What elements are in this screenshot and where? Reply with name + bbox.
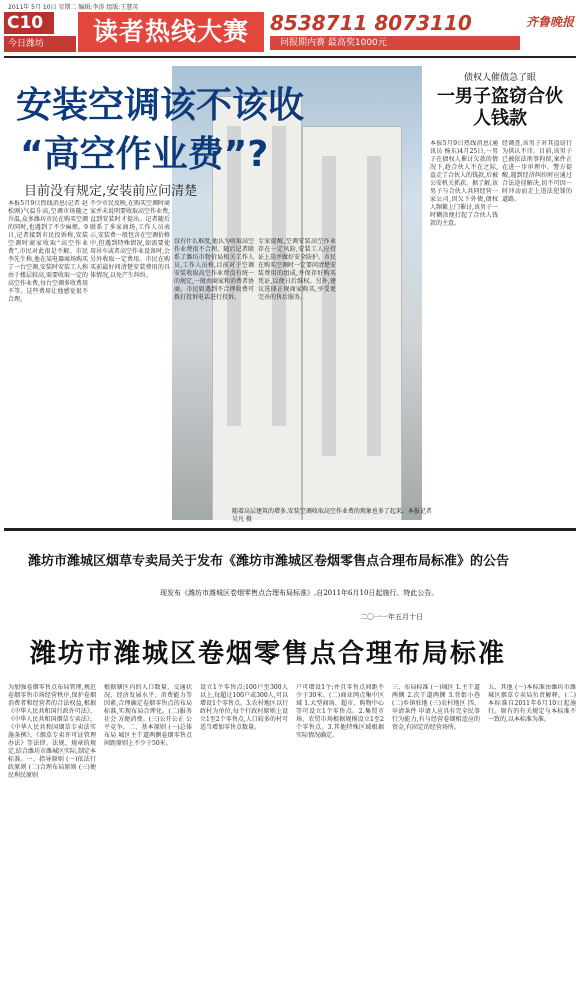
standard-column-6: 五、其他 (一)本标准由潍坊市潍城区烟草专卖局负责解释。(二)本标准自2011年6月10日起施行。原有的有关规定与本标准不一致的,以本标准为准。 (488, 684, 576, 723)
notice-date: 二〇一一年五月十日 (360, 613, 423, 621)
lead-column-2: 不少市民反映,在购买空调时商家并未说明要收取高空作业费,直到安装时才提出。记者随后联系了多家商场,工作人员表示,安装费一般包含在空调价格中,但遇到特殊情况,如需要使用吊车或者高空作业设备时,会另外收取一定费用。市民在购买前最好问清楚安装费用的具体情况,以免产生纠纷。 (90, 200, 170, 279)
lead-column-1: 本报5月9日热线消息(记者 赵松刚)气温升高,空调市场随之升温,众多潍坊市民在购买空调的同时,也遇到了不少麻烦。9日,记者接到市民投诉称,安装空调时商家收取“高空作业费”,市民对此很是不解。市民李先生称,他在某电器商场购买了一台空调,安装时安装工人称由于楼层较高,需要收取一定的高空作业费,每台空调多收费用不等。这些费用让他感觉很不合理。 (8, 200, 88, 303)
lead-deck: 目前没有规定,安装前应问清楚 (24, 184, 198, 199)
lead-headline-1: 安装空调该不该收 (16, 85, 305, 126)
page-code: C10 (4, 12, 54, 34)
hotline-phones: 8538711 8073110 (270, 11, 472, 35)
notice-headline: 潍坊市潍城区烟草专卖局关于发布《潍坊市潍城区卷烟零售点合理布局标准》的公告 (28, 554, 510, 569)
side-headline: 一男子盗窃合伙人钱款 (437, 86, 563, 129)
standard-column-3: 设立1个零售点;100户至300人以上,每超过100户或300人,可以增设1个零售点。3.农村地区以行政村为单位,每个行政村原则上设立1至2个零售点,人口较多的村可适当增加零售点数量。 (200, 684, 288, 731)
side-column-2: 经调查,该男子对其盗窃行为供认不讳。目前,该男子已被依法刑事拘留,案件正在进一步审理中。警方提醒,遇到经济纠纷时应通过合法途径解决,切不可因一时冲动而走上违法犯罪的道路。 (502, 140, 572, 203)
section-separator (4, 528, 576, 531)
lead-column-3: 没有什么难度,他认为收取高空作业费很不合理。随后记者联系了潍坊市物价局相关工作人员,工作人员称,目前对于空调安装收取高空作业费没有统一的规定,一般由商家和消费者协商。市民如遇到不合理收费可拨打投诉电话进行投诉。 (174, 238, 254, 301)
notice-body: 现发布《潍坊市潍城区卷烟零售点合理布局标准》,自2011年6月10日起施行。特此公告。 (160, 589, 439, 597)
header-rule (4, 56, 576, 58)
newspaper-brand: 齐鲁晚报 (525, 15, 574, 29)
section-label: 今日潍坊 (4, 36, 76, 52)
standard-column-5: 三、布局标准 (一)城区 1.主干道两侧 2.次干道两侧 3.背街小巷 (二)乡镇驻地 (三)农村地区 四、申请条件 申请人应具有完全民事行为能力,有与经营卷烟相适应的资金,有固定的经营场所。 (392, 684, 480, 731)
hotline-subtitle: 问报期内赛 最高奖1000元 (270, 36, 520, 50)
standard-title: 潍坊市潍城区卷烟零售点合理布局标准 (30, 639, 507, 669)
side-kicker: 债权人催债急了眼 (463, 73, 536, 83)
dateline: 2011年 5月 10日 星期二 编辑:李涛 组版:王慧英 (8, 4, 139, 11)
lead-column-4: 专家提醒,空调安装高空作业存在一定风险,安装工人应持证上岗并做好安全防护。市民在购买空调时一定要问清楚安装费用的组成,并保存好购买凭证,以便日后维权。另外,建议选择正规商家购买,享受更完善的售后服务。 (258, 238, 336, 301)
photo-caption: 随着高层建筑的增多,安装空调收取高空作业费的现象也多了起来。本报记者 吴凡 摄 (232, 508, 432, 523)
standard-column-4: 户可增设1个;并且零售点间距不少于30米。(二)商业网点集中区域 1.大型商场、超市、购物中心等可设立1个零售点。2.集贸市场、农贸市场根据规模设立1至2个零售点。3.其他特殊区域根据实际情况确定。 (296, 684, 384, 739)
standard-column-1: 为加强卷烟零售点布局管理,规范卷烟零售市场经营秩序,保护卷烟消费者和经营者的合法权益,根据《中华人民共和国行政许可法》、《中华人民共和国烟草专卖法》、《中华人民共和国烟草专卖法实施条例》、《烟草专卖许可证管理办法》等法律、法规、规章的规定,结合潍坊市潍城区实际,制定本标准。一、指导原则 (一)依法行政原则 (二)合理布局原则 (三)便民利民原则 (8, 684, 96, 779)
hotline-banner: 读者热线大赛 (78, 12, 264, 52)
side-column-1: 本报5月9日热线消息(通讯员 杨东)4月25日,一男子在债权人催讨欠款的情况下,趁合伙人不在之际,盗走了合伙人的钱款,后被公安机关抓获。据了解,该男子与合伙人共同经营一家公司,因欠下外债,债权人频繁上门催讨,该男子一时糊涂便打起了合伙人钱款的主意。 (430, 140, 498, 227)
standard-column-2: 根据辖区内的人口数量、交通状况、经济发展水平、消费能力等因素,合理确定卷烟零售点的布局标准,实现布局合理化。(二)服务社会 方便消费。(三)公开公正 公平竞争。二、基本原则 (一)总体布局 城区主干道两侧卷烟零售点间距原则上不少于50米。 (104, 684, 192, 747)
lead-headline-2: “高空作业费”? (20, 134, 269, 175)
